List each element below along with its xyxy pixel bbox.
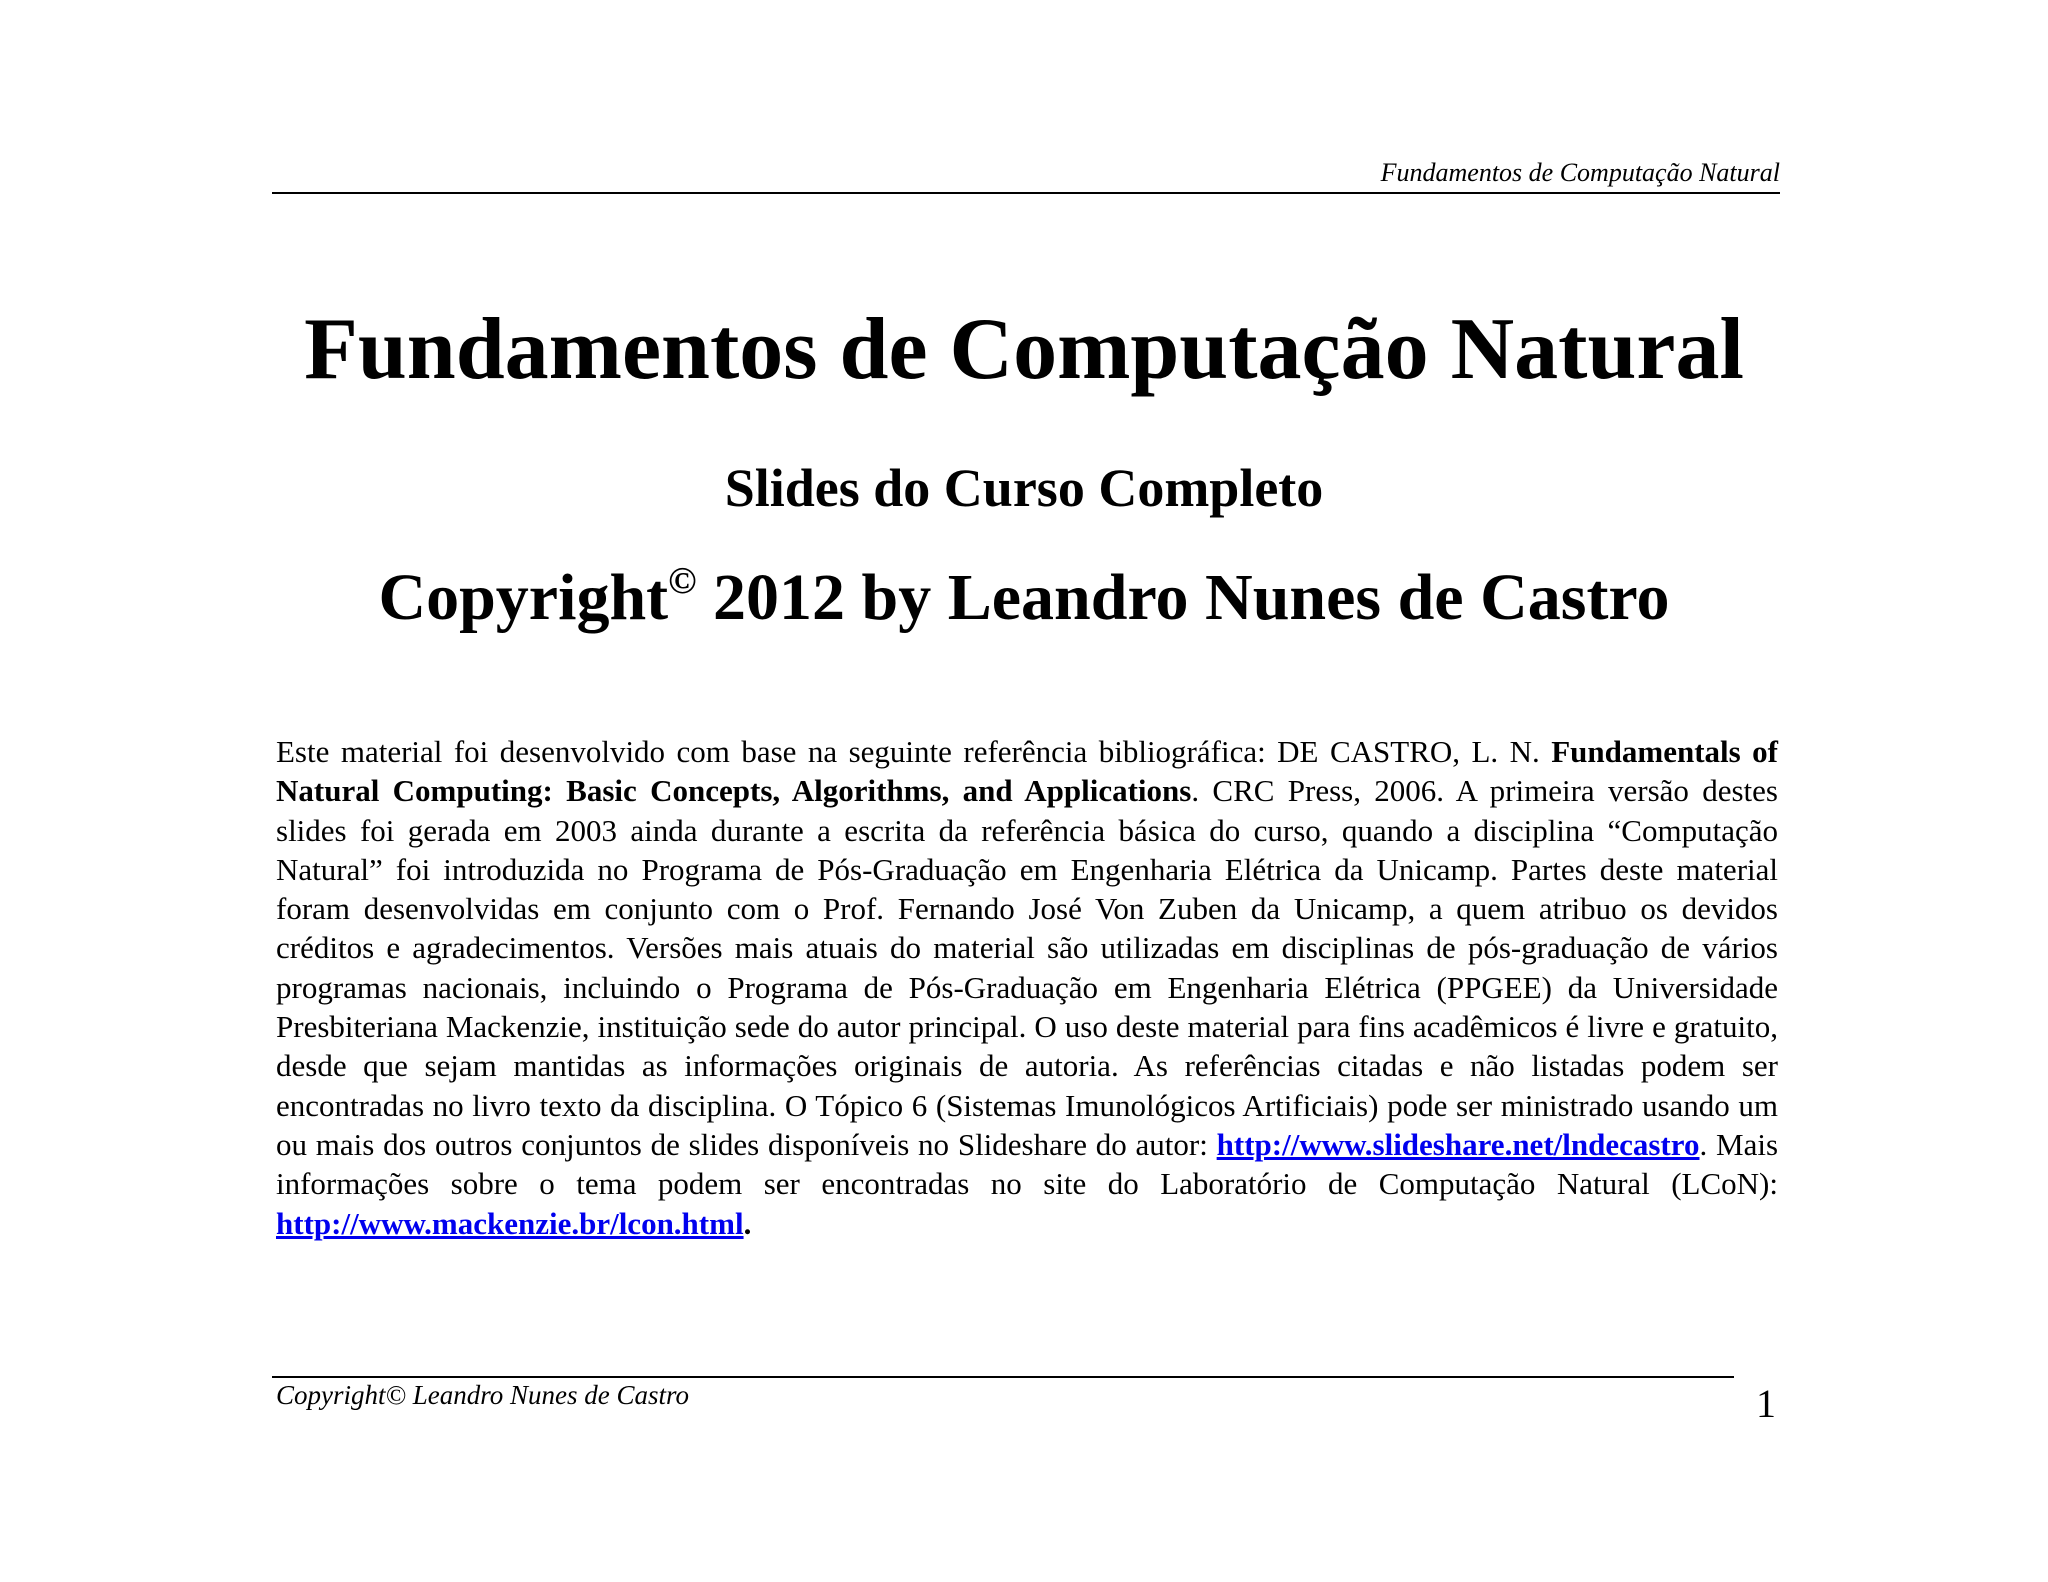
footer-copyright: Copyright© Leandro Nunes de Castro (276, 1380, 690, 1410)
running-header (272, 154, 1780, 194)
footer-divider (272, 1376, 1734, 1378)
copyright-heading (0, 558, 2048, 638)
body-text-2: . CRC Press, 2006. A primeira versão destes slides foi gerada em 2003 ainda durante a escrita da referência básica do curso, quando a disciplina “Computação Natural” foi introduzida no Programa de Pós-Graduação em Engenharia Elétrica da Unicamp. Partes deste material foram desenvolvidas em conjunto com o Prof. Fernando José Von Zuben da Unicamp, a quem atribuo os devidos créditos e agradecimentos. Versões mais atuais do material são utilizadas em disciplinas de pós-graduação de vários programas nacionais, incluindo o Programa de Pós-Graduação em Engenharia Elétrica (PPGEE) da Universidade Presbiteriana Mackenzie, instituição sede do autor principal. O uso deste material para fins acadêmicos é livre e gratuito, desde que sejam mantidas as informações originais de autoria. As referências citadas e não listadas podem ser encontradas no livro texto da disciplina. O Tópico 6 (Sistemas Imunológicos Artificiais) pode ser ministrado usando um ou mais dos outros conjuntos de slides disponíveis no Slideshare do autor: (276, 773, 1778, 1162)
copyright-word: Copyright (378, 561, 669, 634)
body-text-4: . (743, 1205, 752, 1241)
book-title: Fundamentals of Natural Computing: Basic Concepts, Algorithms, and Applications (276, 734, 1779, 809)
page-title: Fundamentos de Computação Natural (304, 301, 1744, 398)
body-paragraph (276, 732, 1778, 1243)
slideshare-link[interactable]: http://www.slideshare.net/lndecastro (1216, 1126, 1700, 1162)
copyright-symbol: © (668, 560, 697, 602)
body-text-1: Este material foi desenvolvido com base na seguinte referência bibliográfica: DE CASTRO, L. N. (276, 734, 1552, 769)
copyright-rest: 2012 by Leandro Nunes de Castro (696, 561, 1670, 634)
page-number: 1 (1756, 1381, 1776, 1426)
page-subtitle: Slides do Curso Completo (724, 458, 1324, 518)
lcon-link[interactable]: http://www.mackenzie.br/lcon.html (276, 1205, 744, 1241)
body-text-3: . Mais informações sobre o tema podem ser encontradas no site do Laboratório de Computação Natural (LCoN): (276, 1126, 1779, 1202)
running-header-title: Fundamentos de Computação Natural (1380, 158, 1780, 187)
